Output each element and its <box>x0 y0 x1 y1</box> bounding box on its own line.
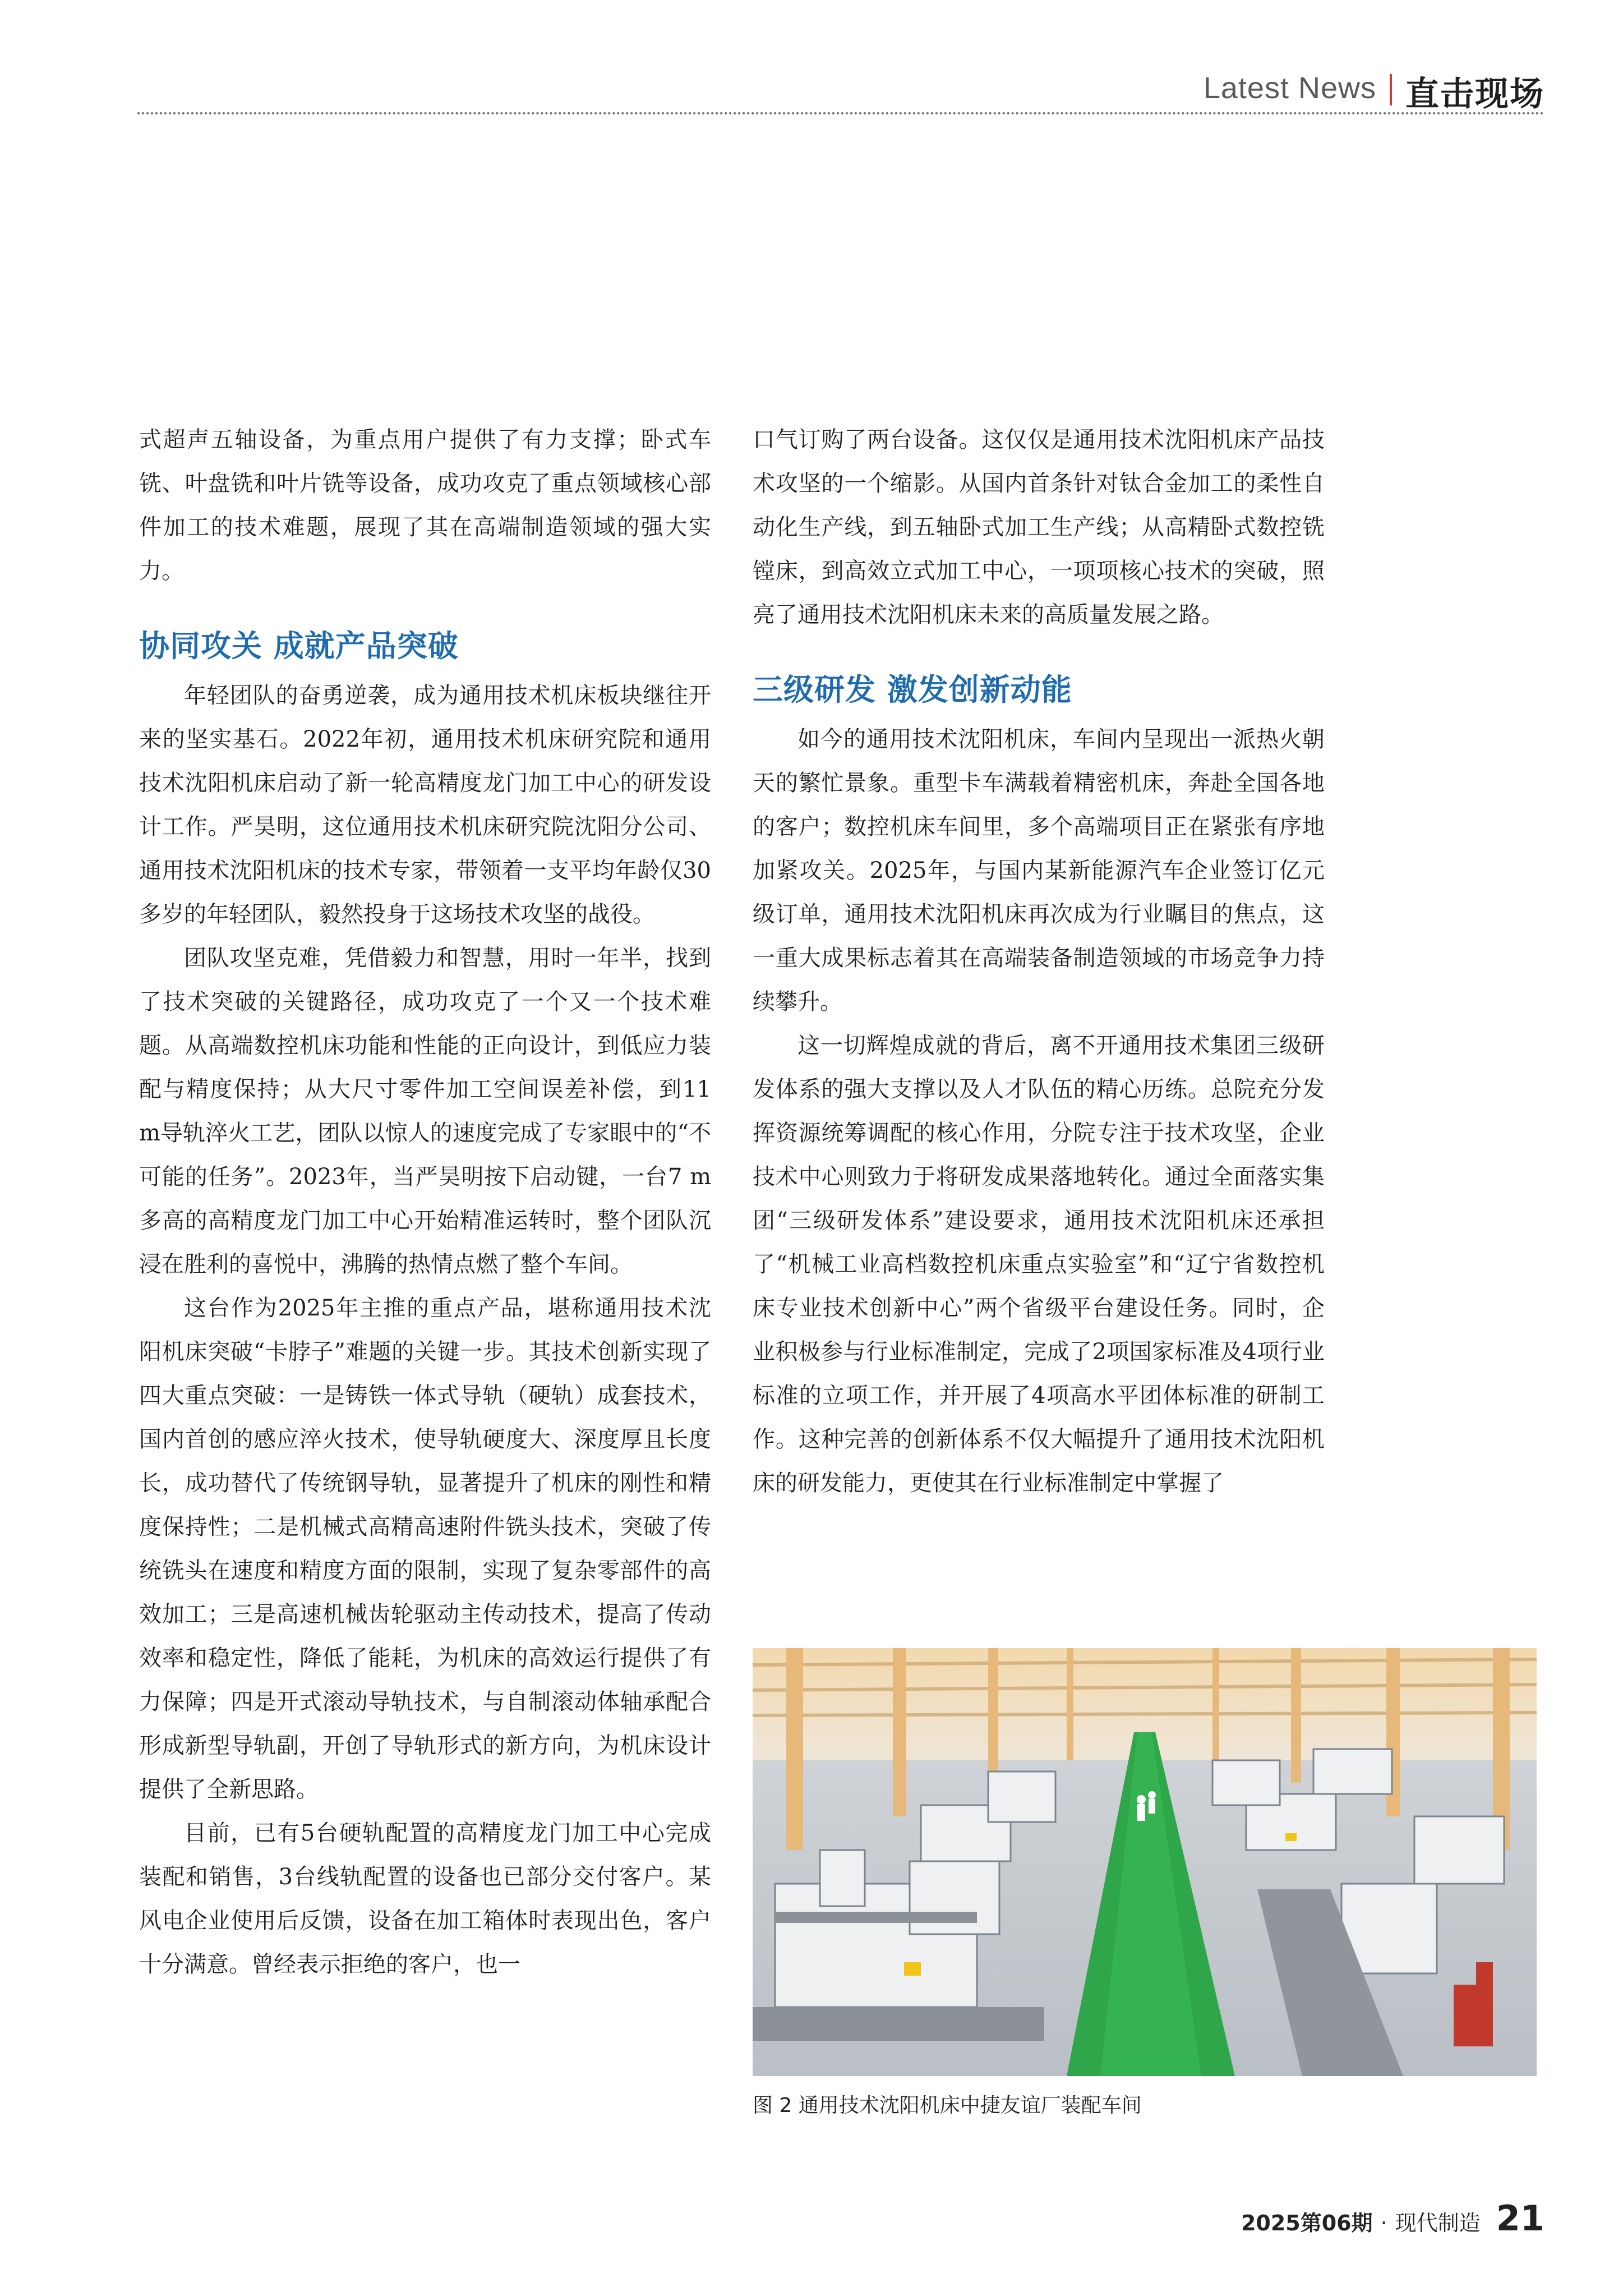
paragraph: 式超声五轴设备，为重点用户提供了有力支撑；卧式车铣、叶盘铣和叶片铣等设备，成功攻克了重点领域核心部件加工的技术难题，展现了其在高端制造领域的强大实力。 <box>139 427 711 584</box>
paragraph: 这一切辉煌成就的背后，离不开通用技术集团三级研发体系的强大支撑以及人才队伍的精心历练。总院充分发挥资源统筹调配的核心作用，分院专注于技术攻坚，企业技术中心则致力于将研发成果落地转化。通过全面落实集团“三级研发体系”建设要求，通用技术沈阳机床还承担了“机械工业高档数控机床重点实验室”和“辽宁省数控机床专业技术创新中心”两个省级平台建设任务。同时，企业积极参与行业标准制定，完成了2项国家标准及4项行业标准的立项工作，并开展了4项高水平团体标准的研制工作。这种完善的创新体系不仅大幅提升了通用技术沈阳机床的研发能力，更使其在行业标准制定中掌握了 <box>753 1033 1325 1496</box>
figure-caption: 图 2 通用技术沈阳机床中捷友谊厂装配车间 <box>753 2094 1142 2117</box>
workshop-illustration <box>753 1648 1537 2076</box>
paragraph: 团队攻坚克难，凭借毅力和智慧，用时一年半，找到了技术突破的关键路径，成功攻克了一个又一个技术难题。从高端数控机床功能和性能的正向设计，到低应力装配与精度保持；从大尺寸零件加工空间误差补偿，到11 m导轨淬火工艺，团队以惊人的速度完成了专家眼中的“不可能的任务”。2023年，当严昊明按下启动键，一台7 m多高的高精度龙门加工中心开始精准运转时，整个团队沉浸在胜利的喜悦中，沸腾的热情点燃了整个车间。 <box>139 945 711 1277</box>
footer-dot: · <box>1380 2211 1387 2235</box>
section-title-cn: 直击现场 <box>1405 75 1544 114</box>
paragraph: 这台作为2025年主推的重点产品，堪称通用技术沈阳机床突破“卡脖子”难题的关键一步。其技术创新实现了四大重点突破：一是铸铁一体式导轨（硬轨）成套技术，国内首创的感应淬火技术，使导轨硬度大、深度厚且长度长，成功替代了传统钢导轨，显著提升了机床的刚性和精度保持性；二是机械式高精高速附件铣头技术，突破了传统铣头在速度和精度方面的限制，实现了复杂零部件的高效加工；三是高速机械齿轮驱动主传动技术，提高了传动效率和稳定性，降低了能耗，为机床的高效运行提供了有力保障；四是开式滚动导轨技术，与自制滚动体轴承配合形成新型导轨副，开创了导轨形式的新方向，为机床设计提供了全新思路。 <box>139 1295 711 1802</box>
section-title-en: Latest News <box>1203 71 1376 105</box>
header-separator <box>1390 74 1392 105</box>
page-number: 21 <box>1496 2198 1544 2239</box>
workshop-photo <box>753 1648 1537 2076</box>
magazine-name: 现代制造 <box>1395 2211 1481 2235</box>
paragraph: 如今的通用技术沈阳机床，车间内呈现出一派热火朝天的繁忙景象。重型卡车满载着精密机床，奔赴全国各地的客户；数控机床车间里，多个高端项目正在紧张有序地加紧攻关。2025年，与国内某新能源汽车企业签订亿元级订单，通用技术沈阳机床再次成为行业瞩目的焦点，这一重大成果标志着其在高端装备制造领域的市场竞争力持续攀升。 <box>753 726 1325 1015</box>
paragraph: 年轻团队的奋勇逆袭，成为通用技术机床板块继往开来的坚实基石。2022年初，通用技术机床研究院和通用技术沈阳机床启动了新一轮高精度龙门加工中心的研发设计工作。严昊明，这位通用技术机床研究院沈阳分公司、通用技术沈阳机床的技术专家，带领着一支平均年龄仅30多岁的年轻团队，毅然投身于这场技术攻坚的战役。 <box>139 683 711 927</box>
page-footer <box>1241 2198 1544 2239</box>
left-column <box>139 418 711 1986</box>
section-heading: 三级研发 激发创新动能 <box>753 672 1072 707</box>
issue-label: 2025第06期 <box>1241 2211 1373 2235</box>
paragraph: 目前，已有5台硬轨配置的高精度龙门加工中心完成装配和销售，3台线轨配置的设备也已部分交付客户。某风电企业使用后反馈，设备在加工箱体时表现出色，客户十分满意。曾经表示拒绝的客户，也一 <box>139 1820 711 1977</box>
section-heading: 协同攻关 成就产品突破 <box>139 628 459 664</box>
page-header <box>137 62 1544 114</box>
paragraph: 口气订购了两台设备。这仅仅是通用技术沈阳机床产品技术攻坚的一个缩影。从国内首条针对钛合金加工的柔性自动化生产线，到五轴卧式加工生产线；从高精卧式数控铣镗床，到高效立式加工中心，一项项核心技术的突破，照亮了通用技术沈阳机床未来的高质量发展之路。 <box>753 427 1325 628</box>
right-column <box>753 418 1325 1505</box>
